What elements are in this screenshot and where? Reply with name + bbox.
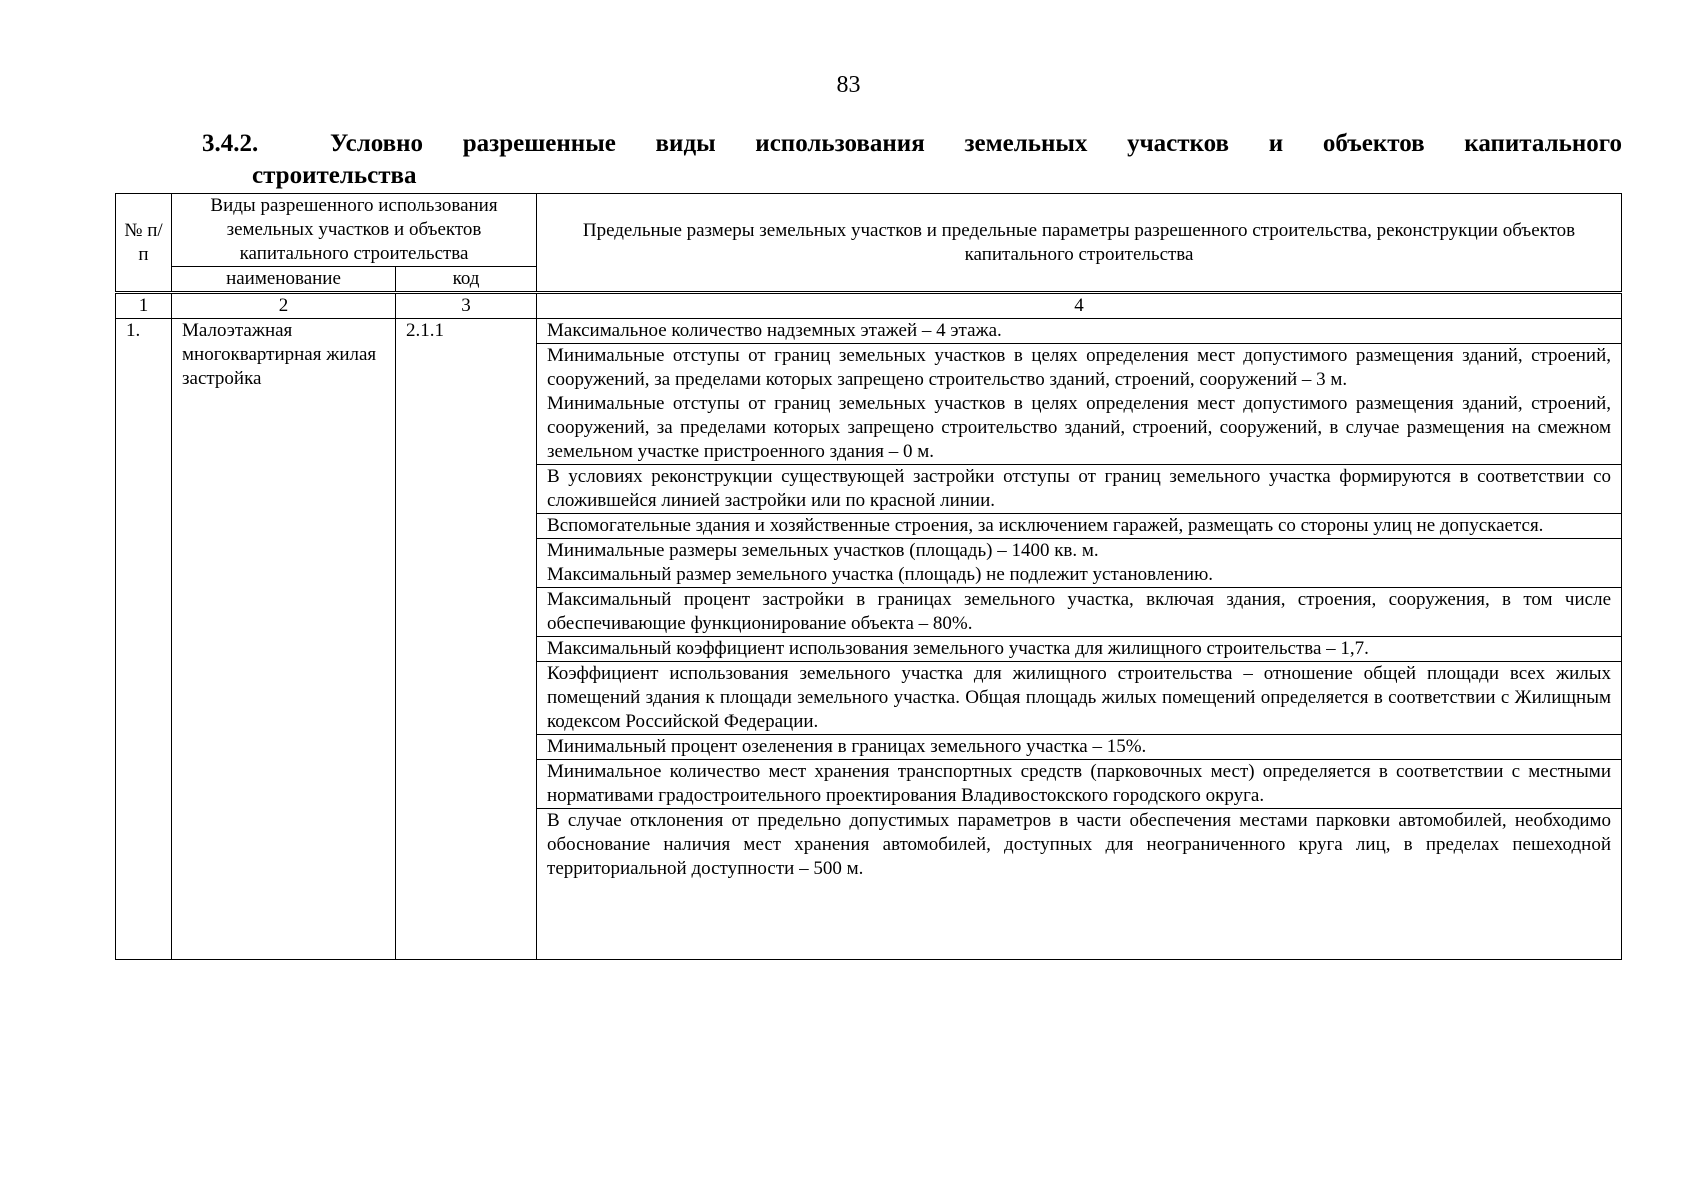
requirement-cell [537, 637, 1622, 662]
requirement-cell [537, 662, 1622, 735]
requirement-cell [537, 588, 1622, 637]
header-types-group: Виды разрешенного использования земельных участков и объектов капитального строительства [172, 194, 537, 267]
requirement-text: Минимальные отступы от границ земельных участков в целях определения мест допустимого размещения зданий, строений, сооружений, за пределами которых запрещено строительство зданий, строений, сооружений, в случае размещения на смежном земельном участке пристроенного здания – 0 м. [547, 393, 1612, 462]
requirement-text: Минимальное количество мест хранения транспортных средств (парковочных мест) определяется в соответствии с местными нормативами градостроительного проектирования Владивостокского городского округа. [547, 761, 1612, 806]
header-params: Предельные размеры земельных участков и предельные параметры разрешенного строительства, реконструкции объектов капитального строительства [537, 194, 1622, 293]
requirement-text: Минимальные размеры земельных участков (площадь) – 1400 кв. м. [547, 540, 1099, 561]
requirement-text: Максимальный процент застройки в границах земельного участка, включая здания, строения, сооружения, в том числе обеспечивающие функционирование объекта – 80%. [547, 589, 1612, 634]
requirement-text: В случае отклонения от предельно допустимых параметров в части обеспечения местами парковки автомобилей, необходимо обоснование наличия мест хранения автомобилей, доступных для неограниченного круга лиц, в пределах пешеходной территориальной доступности – 500 м. [547, 810, 1612, 879]
section-title-line2: строительства [252, 162, 417, 189]
requirement-text: Максимальное количество надземных этажей – 4 этажа. [547, 320, 1002, 341]
column-number: 3 [396, 293, 537, 319]
requirement-cell [537, 465, 1622, 514]
use-type-name: Малоэтажная многоквартирная жилая застройка [172, 319, 396, 960]
column-number: 4 [537, 293, 1622, 319]
row-number: 1. [116, 319, 172, 960]
land-use-table [115, 193, 1622, 960]
header-code: код [396, 267, 537, 293]
requirement-cell [537, 735, 1622, 760]
requirement-text: В условиях реконструкции существующей застройки отступы от границ земельного участка формируются в соответствии со сложившейся линией застройки или по красной линии. [547, 466, 1612, 511]
requirement-text: Минимальный процент озеленения в границах земельного участка – 15%. [547, 736, 1147, 757]
section-heading [202, 128, 1622, 192]
requirement-cell [537, 809, 1622, 960]
requirement-cell [537, 514, 1622, 539]
use-type-code: 2.1.1 [396, 319, 537, 960]
column-number: 1 [116, 293, 172, 319]
section-title-line1: Условно разрешенные виды использования земельных участков и объектов капитального [330, 130, 1622, 157]
requirement-text: Максимальный размер земельного участка (площадь) не подлежит установлению. [547, 564, 1214, 585]
column-number: 2 [172, 293, 396, 319]
requirement-text: Вспомогательные здания и хозяйственные строения, за исключением гаражей, размещать со стороны улиц не допускается. [547, 515, 1544, 536]
requirement-cell [537, 344, 1622, 465]
requirement-cell [537, 539, 1622, 588]
requirement-cell [537, 319, 1622, 344]
page-number: 83 [836, 72, 861, 98]
requirement-cell [537, 760, 1622, 809]
requirement-text: Максимальный коэффициент использования земельного участка для жилищного строительства – 1,7. [547, 638, 1369, 659]
header-name: наименование [172, 267, 396, 293]
requirement-text: Минимальные отступы от границ земельных участков в целях определения мест допустимого размещения зданий, строений, сооружений, за пределами которых запрещено строительство зданий, строений, сооружений – 3 м. [547, 345, 1612, 390]
section-number: 3.4.2. [202, 130, 259, 157]
requirement-text: Коэффициент использования земельного участка для жилищного строительства – отношение общей площади всех жилых помещений здания к площади земельного участка. Общая площадь жилых помещений определяется в соответствии с Жилищным кодексом Российской Федерации. [547, 663, 1612, 732]
header-num: № п/п [116, 194, 172, 293]
